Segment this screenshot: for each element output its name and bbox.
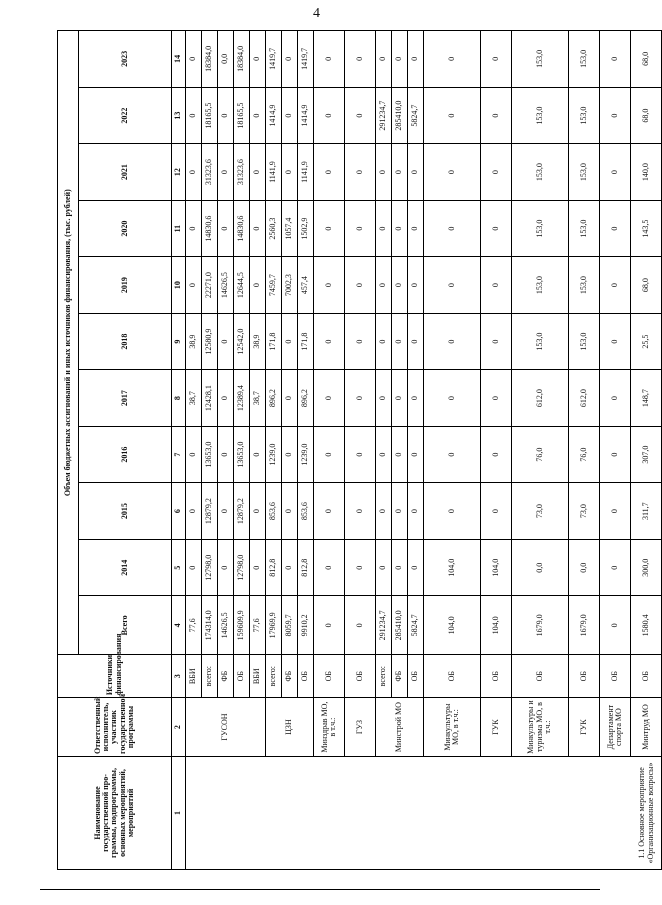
year-value-cell: 0,0 — [218, 31, 234, 88]
year-value-cell: 0 — [376, 31, 392, 88]
year-value-cell: 0 — [282, 539, 298, 596]
total-value-cell: 0 — [314, 596, 345, 655]
year-value-cell: 0 — [481, 31, 512, 88]
year-value-cell: 0 — [282, 87, 298, 144]
year-value-cell: 311,7 — [631, 483, 662, 540]
year-value-cell: 18165,5 — [234, 87, 250, 144]
year-value-cell: 0 — [282, 144, 298, 201]
year-value-cell: 0 — [408, 144, 424, 201]
header-total: Всего — [79, 596, 172, 655]
year-value-cell: 1419,7 — [266, 31, 282, 88]
year-value-cell: 0 — [218, 313, 234, 370]
column-number: 3 — [172, 655, 186, 698]
year-value-cell: 0 — [345, 313, 376, 370]
year-value-cell: 0 — [376, 426, 392, 483]
year-value-cell: 0 — [282, 313, 298, 370]
year-value-cell: 612,0 — [569, 370, 600, 427]
year-value-cell: 153,0 — [512, 313, 569, 370]
year-value-cell: 0 — [408, 539, 424, 596]
year-value-cell: 612,0 — [512, 370, 569, 427]
year-value-cell: 0 — [345, 370, 376, 427]
total-value-cell: 1679,0 — [569, 596, 600, 655]
year-value-cell: 171,8 — [266, 313, 282, 370]
table-row — [266, 31, 282, 870]
year-value-cell: 7002,3 — [282, 257, 298, 314]
year-value-cell: 0 — [250, 31, 266, 88]
total-value-cell: 159609,9 — [234, 596, 250, 655]
year-value-cell: 0 — [345, 539, 376, 596]
column-number: 2 — [172, 698, 186, 757]
year-value-cell: 0 — [424, 144, 481, 201]
year-value-cell: 2560,3 — [266, 200, 282, 257]
year-value-cell: 0,0 — [512, 539, 569, 596]
table-row — [345, 31, 376, 870]
year-value-cell: 0 — [408, 426, 424, 483]
year-value-cell: 0 — [376, 539, 392, 596]
total-value-cell: 104,0 — [481, 596, 512, 655]
year-value-cell: 0 — [186, 426, 202, 483]
year-value-cell: 0 — [408, 31, 424, 88]
year-value-cell: 0,0 — [569, 539, 600, 596]
table-row — [186, 31, 202, 870]
year-value-cell: 0 — [282, 426, 298, 483]
year-value-cell: 0 — [600, 370, 631, 427]
year-value-cell: 12798,0 — [234, 539, 250, 596]
total-value-cell: 77,6 — [186, 596, 202, 655]
year-value-cell: 0 — [218, 539, 234, 596]
year-value-cell: 0 — [314, 370, 345, 427]
year-value-cell: 0 — [250, 426, 266, 483]
executor-cell: ГУЗ — [345, 698, 376, 757]
year-value-cell: 0 — [345, 426, 376, 483]
executor-cell: Минтруд МО — [631, 698, 662, 757]
year-value-cell: 0 — [376, 257, 392, 314]
table-row — [314, 31, 345, 870]
header-year: 2022 — [79, 87, 172, 144]
year-value-cell: 0 — [250, 87, 266, 144]
year-value-cell: 153,0 — [512, 144, 569, 201]
year-value-cell: 0 — [481, 200, 512, 257]
year-value-cell: 12879,2 — [202, 483, 218, 540]
year-value-cell: 1141,9 — [298, 144, 314, 201]
year-value-cell: 0 — [314, 483, 345, 540]
year-value-cell: 73,0 — [512, 483, 569, 540]
year-value-cell: 0 — [424, 87, 481, 144]
year-value-cell: 291234,7 — [376, 87, 392, 144]
year-value-cell: 0 — [186, 483, 202, 540]
year-value-cell: 12644,5 — [234, 257, 250, 314]
header-year: 2017 — [79, 370, 172, 427]
year-value-cell: 0 — [314, 313, 345, 370]
year-value-cell: 812,8 — [266, 539, 282, 596]
year-value-cell: 0 — [392, 370, 408, 427]
year-value-cell: 12428,1 — [202, 370, 218, 427]
year-value-cell: 307,0 — [631, 426, 662, 483]
year-value-cell: 0 — [314, 426, 345, 483]
year-value-cell: 1239,0 — [298, 426, 314, 483]
year-value-cell: 0 — [408, 370, 424, 427]
year-value-cell: 0 — [345, 200, 376, 257]
column-number: 5 — [172, 539, 186, 596]
column-number: 9 — [172, 313, 186, 370]
year-value-cell: 0 — [345, 87, 376, 144]
table-body — [186, 31, 662, 870]
year-value-cell: 153,0 — [512, 87, 569, 144]
year-value-cell: 153,0 — [512, 200, 569, 257]
year-value-cell: 14626,5 — [218, 257, 234, 314]
year-value-cell: 0 — [218, 144, 234, 201]
year-value-cell: 0 — [282, 483, 298, 540]
year-value-cell: 1419,7 — [298, 31, 314, 88]
year-value-cell: 300,0 — [631, 539, 662, 596]
total-value-cell: 1679,0 — [512, 596, 569, 655]
total-value-cell: 77,6 — [250, 596, 266, 655]
year-value-cell: 171,8 — [298, 313, 314, 370]
year-value-cell: 7459,7 — [266, 257, 282, 314]
year-value-cell: 0 — [345, 31, 376, 88]
year-value-cell: 68,0 — [631, 87, 662, 144]
year-value-cell: 0 — [481, 87, 512, 144]
year-value-cell: 22271,0 — [202, 257, 218, 314]
year-value-cell: 0 — [600, 539, 631, 596]
source-cell: ОБ — [314, 655, 345, 698]
year-value-cell: 0 — [392, 313, 408, 370]
year-value-cell: 896,2 — [266, 370, 282, 427]
year-value-cell: 153,0 — [569, 313, 600, 370]
year-value-cell: 153,0 — [569, 31, 600, 88]
year-value-cell: 153,0 — [569, 257, 600, 314]
total-value-cell: 14626,5 — [218, 596, 234, 655]
year-value-cell: 38,7 — [186, 370, 202, 427]
header-year: 2015 — [79, 483, 172, 540]
year-value-cell: 153,0 — [569, 87, 600, 144]
header-executor: Ответственный исполнитель, участник государственной программы — [58, 698, 172, 757]
table-row — [600, 31, 631, 870]
year-value-cell: 0 — [408, 257, 424, 314]
header-year: 2018 — [79, 313, 172, 370]
year-value-cell: 0 — [186, 31, 202, 88]
year-value-cell: 0 — [376, 483, 392, 540]
header-year: 2020 — [79, 200, 172, 257]
year-value-cell: 0 — [218, 87, 234, 144]
year-value-cell: 13653,0 — [202, 426, 218, 483]
year-value-cell: 1502,9 — [298, 200, 314, 257]
year-value-cell: 5824,7 — [408, 87, 424, 144]
header-year: 2023 — [79, 31, 172, 88]
year-value-cell: 0 — [600, 200, 631, 257]
year-value-cell: 0 — [250, 200, 266, 257]
year-value-cell: 0 — [392, 200, 408, 257]
year-value-cell: 13653,0 — [234, 426, 250, 483]
total-value-cell: 104,0 — [424, 596, 481, 655]
year-value-cell: 0 — [600, 426, 631, 483]
year-value-cell: 853,6 — [266, 483, 282, 540]
column-number: 6 — [172, 483, 186, 540]
table-row — [569, 31, 600, 870]
executor-cell: Минстрой МО — [376, 698, 424, 757]
header-source: Источники финансирования — [58, 655, 172, 698]
year-value-cell: 0 — [314, 539, 345, 596]
year-value-cell: 0 — [218, 370, 234, 427]
year-value-cell: 38,9 — [186, 313, 202, 370]
year-value-cell: 0 — [250, 144, 266, 201]
financing-table — [57, 30, 662, 870]
year-value-cell: 0 — [218, 426, 234, 483]
column-number: 1 — [172, 756, 186, 869]
header-year: 2021 — [79, 144, 172, 201]
source-cell: всего: — [266, 655, 282, 698]
executor-cell: ГУК — [481, 698, 512, 757]
total-value-cell: 291234,7 — [376, 596, 392, 655]
year-value-cell: 0 — [392, 426, 408, 483]
year-value-cell: 14830,6 — [202, 200, 218, 257]
year-value-cell: 12879,2 — [234, 483, 250, 540]
executor-cell: Минкультуры и туризма МО, в т.ч.: — [512, 698, 569, 757]
column-number: 13 — [172, 87, 186, 144]
table-row — [512, 31, 569, 870]
year-value-cell: 0 — [392, 539, 408, 596]
column-number: 10 — [172, 257, 186, 314]
year-value-cell: 0 — [314, 200, 345, 257]
table-row — [481, 31, 512, 870]
year-value-cell: 0 — [345, 483, 376, 540]
executor-cell: ЦЗН — [266, 698, 314, 757]
table-row — [376, 31, 392, 870]
year-value-cell: 1414,9 — [266, 87, 282, 144]
year-value-cell: 0 — [392, 257, 408, 314]
year-value-cell: 0 — [250, 257, 266, 314]
header-year: 2019 — [79, 257, 172, 314]
year-value-cell: 0 — [376, 144, 392, 201]
executor-cell: Департамент спорта МО — [600, 698, 631, 757]
total-value-cell: 1580,4 — [631, 596, 662, 655]
year-value-cell: 12798,0 — [202, 539, 218, 596]
year-value-cell: 0 — [376, 313, 392, 370]
year-value-cell: 0 — [392, 31, 408, 88]
year-value-cell: 0 — [408, 313, 424, 370]
year-value-cell: 0 — [392, 144, 408, 201]
source-cell: ОБ — [298, 655, 314, 698]
total-value-cell: 174314,0 — [202, 596, 218, 655]
year-value-cell: 0 — [345, 144, 376, 201]
year-value-cell: 0 — [186, 144, 202, 201]
year-value-cell: 153,0 — [569, 144, 600, 201]
year-value-cell: 38,9 — [250, 313, 266, 370]
year-value-cell: 68,0 — [631, 257, 662, 314]
year-value-cell: 1057,4 — [282, 200, 298, 257]
year-value-cell: 0 — [314, 144, 345, 201]
executor-cell: ГУК — [569, 698, 600, 757]
year-value-cell: 0 — [600, 483, 631, 540]
year-value-cell: 0 — [600, 144, 631, 201]
year-value-cell: 104,0 — [424, 539, 481, 596]
table-row — [631, 31, 662, 870]
year-value-cell: 0 — [424, 370, 481, 427]
year-value-cell: 0 — [424, 313, 481, 370]
year-value-cell: 0 — [186, 257, 202, 314]
year-value-cell: 38,7 — [250, 370, 266, 427]
year-value-cell: 1414,9 — [298, 87, 314, 144]
year-value-cell: 896,2 — [298, 370, 314, 427]
year-value-cell: 0 — [424, 200, 481, 257]
source-cell: ОБ — [512, 655, 569, 698]
year-value-cell: 73,0 — [569, 483, 600, 540]
year-value-cell: 853,6 — [298, 483, 314, 540]
year-value-cell: 457,4 — [298, 257, 314, 314]
page-number: 4 — [313, 6, 320, 21]
year-value-cell: 0 — [376, 200, 392, 257]
year-value-cell: 14830,6 — [234, 200, 250, 257]
year-value-cell: 0 — [600, 31, 631, 88]
year-value-cell: 0 — [186, 200, 202, 257]
year-value-cell: 153,0 — [512, 257, 569, 314]
year-value-cell: 140,0 — [631, 144, 662, 201]
source-cell: ОБ — [408, 655, 424, 698]
column-number: 4 — [172, 596, 186, 655]
year-value-cell: 12580,9 — [202, 313, 218, 370]
source-cell: ОБ — [345, 655, 376, 698]
rotated-table-container — [57, 30, 655, 870]
header-year: 2014 — [79, 539, 172, 596]
header-year: 2016 — [79, 426, 172, 483]
year-value-cell: 0 — [314, 257, 345, 314]
year-value-cell: 0 — [424, 31, 481, 88]
column-number: 8 — [172, 370, 186, 427]
year-value-cell: 68,0 — [631, 31, 662, 88]
year-value-cell: 0 — [481, 257, 512, 314]
total-value-cell: 0 — [600, 596, 631, 655]
header-volume: Объем бюджетных ассигнований и иных источников финансирования, (тыс. рублей) — [58, 31, 79, 655]
year-value-cell: 812,8 — [298, 539, 314, 596]
year-value-cell: 0 — [392, 483, 408, 540]
year-value-cell: 76,0 — [512, 426, 569, 483]
year-value-cell: 0 — [250, 539, 266, 596]
year-value-cell: 0 — [186, 87, 202, 144]
executor-cell: Минкультуры МО, в т.ч.: — [424, 698, 481, 757]
year-value-cell: 0 — [250, 483, 266, 540]
year-value-cell: 148,7 — [631, 370, 662, 427]
year-value-cell: 153,0 — [512, 31, 569, 88]
year-value-cell: 31323,6 — [234, 144, 250, 201]
year-value-cell: 0 — [600, 87, 631, 144]
total-value-cell: 9910,2 — [298, 596, 314, 655]
year-value-cell: 18384,0 — [234, 31, 250, 88]
source-cell: ОБ — [424, 655, 481, 698]
column-number: 11 — [172, 200, 186, 257]
year-value-cell: 0 — [424, 257, 481, 314]
year-value-cell: 0 — [314, 31, 345, 88]
year-value-cell: 12542,0 — [234, 313, 250, 370]
total-value-cell: 17969,9 — [266, 596, 282, 655]
year-value-cell: 0 — [282, 31, 298, 88]
year-value-cell: 0 — [376, 370, 392, 427]
year-value-cell: 0 — [186, 539, 202, 596]
year-value-cell: 0 — [481, 313, 512, 370]
column-number: 7 — [172, 426, 186, 483]
year-value-cell: 0 — [600, 313, 631, 370]
year-value-cell: 104,0 — [481, 539, 512, 596]
column-number: 14 — [172, 31, 186, 88]
year-value-cell: 0 — [481, 426, 512, 483]
year-value-cell: 285410,0 — [392, 87, 408, 144]
year-value-cell: 0 — [424, 426, 481, 483]
year-value-cell: 0 — [314, 87, 345, 144]
source-cell: ОБ — [631, 655, 662, 698]
year-value-cell: 0 — [218, 200, 234, 257]
year-value-cell: 143,5 — [631, 200, 662, 257]
total-value-cell: 8059,7 — [282, 596, 298, 655]
year-value-cell: 1239,0 — [266, 426, 282, 483]
year-value-cell: 76,0 — [569, 426, 600, 483]
source-cell: ОБ — [234, 655, 250, 698]
year-value-cell: 1141,9 — [266, 144, 282, 201]
year-value-cell: 0 — [218, 483, 234, 540]
document-page — [57, 30, 655, 870]
footer-rule — [40, 889, 600, 890]
year-value-cell: 0 — [481, 144, 512, 201]
year-value-cell: 18384,0 — [202, 31, 218, 88]
total-value-cell: 5824,7 — [408, 596, 424, 655]
executor-cell: ГУСОН — [186, 698, 266, 757]
column-number: 12 — [172, 144, 186, 201]
year-value-cell: 153,0 — [569, 200, 600, 257]
year-value-cell: 0 — [481, 370, 512, 427]
source-cell: ФБ — [392, 655, 408, 698]
source-cell: ФБ — [218, 655, 234, 698]
source-cell: ОБ — [600, 655, 631, 698]
year-value-cell: 31323,6 — [202, 144, 218, 201]
year-value-cell: 0 — [408, 200, 424, 257]
source-cell: ВБИ — [186, 655, 202, 698]
year-value-cell: 0 — [345, 257, 376, 314]
year-value-cell: 0 — [600, 257, 631, 314]
executor-cell: Минздрав МО, в т.ч.: — [314, 698, 345, 757]
total-value-cell: 285410,0 — [392, 596, 408, 655]
year-value-cell: 18165,5 — [202, 87, 218, 144]
source-cell: ВБИ — [250, 655, 266, 698]
table-row — [424, 31, 481, 870]
source-cell: ОБ — [569, 655, 600, 698]
source-cell: всего: — [202, 655, 218, 698]
year-value-cell: 0 — [408, 483, 424, 540]
year-value-cell: 25,5 — [631, 313, 662, 370]
source-cell: всего: — [376, 655, 392, 698]
year-value-cell: 0 — [424, 483, 481, 540]
year-value-cell: 12389,4 — [234, 370, 250, 427]
activity-name-cell: 1.1 Основное мероприятие «Организационные вопросы» — [186, 756, 662, 869]
source-cell: ФБ — [282, 655, 298, 698]
source-cell: ОБ — [481, 655, 512, 698]
year-value-cell: 0 — [282, 370, 298, 427]
header-name: Наименование государственной про-граммы, подпрограммы, основных мероприятий, мероприятий — [58, 756, 172, 869]
year-value-cell: 0 — [481, 483, 512, 540]
total-value-cell: 0 — [345, 596, 376, 655]
